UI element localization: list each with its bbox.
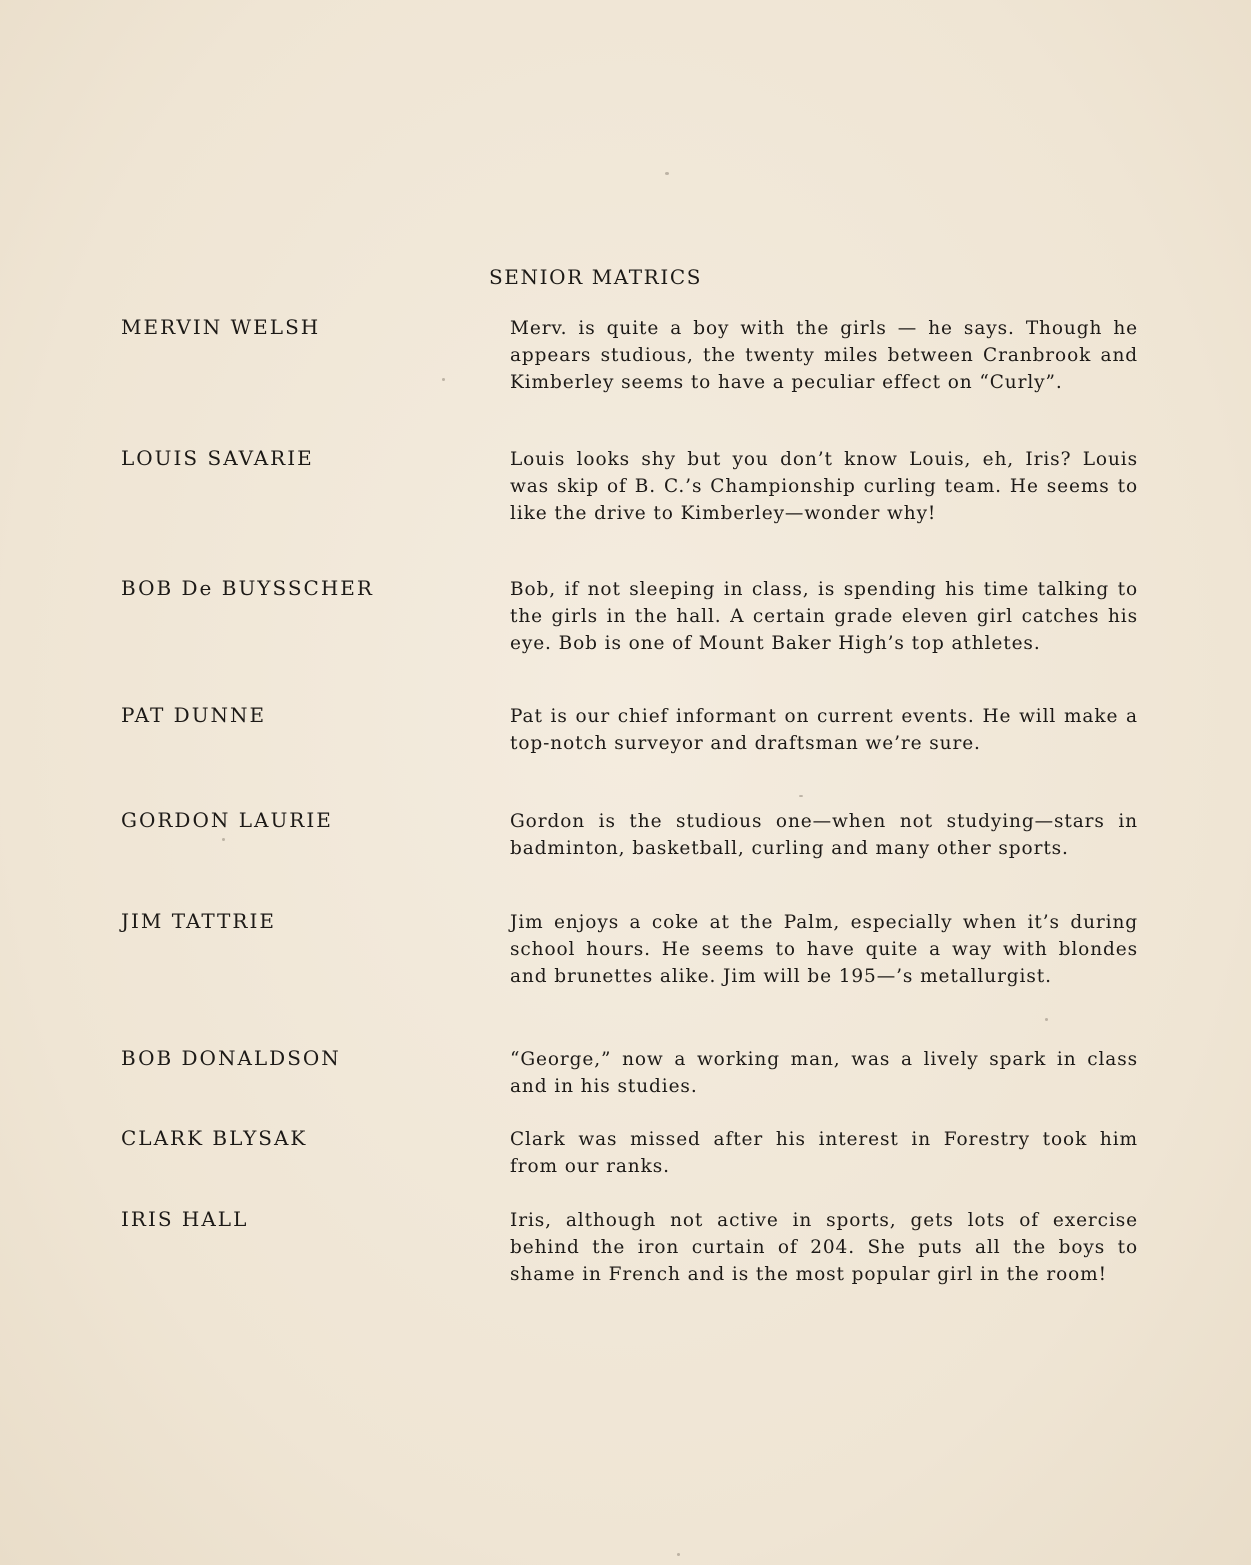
student-description: Bob, if not sleeping in class, is spending his time talking to the girls in the hall. A certain grade eleven girl catches his eye. Bob is one of Mount Baker High’s top athletes. bbox=[510, 579, 1138, 654]
student-name: BOB DONALDSON bbox=[121, 1046, 341, 1070]
student-description: “George,” now a working man, was a lively spark in class and in his studies. bbox=[510, 1049, 1138, 1097]
paper-speck bbox=[677, 1553, 680, 1556]
student-name: CLARK BLYSAK bbox=[121, 1126, 308, 1150]
paper-speck bbox=[799, 795, 803, 797]
paper-speck bbox=[665, 172, 669, 175]
student-description: Louis looks shy but you don’t know Louis, eh, Iris? Louis was skip of B. C.’s Championship curling team. He seems to like the drive to Kimberley—wonder why! bbox=[510, 449, 1138, 524]
student-description: Clark was missed after his interest in Forestry took him from our ranks. bbox=[510, 1129, 1138, 1177]
student-name: JIM TATTRIE bbox=[121, 909, 276, 933]
student-name: BOB De BUYSSCHER bbox=[121, 576, 374, 600]
student-name: IRIS HALL bbox=[121, 1207, 249, 1231]
student-description: Gordon is the studious one—when not studying—stars in badminton, basketball, curling and many other sports. bbox=[510, 811, 1138, 859]
student-name: PAT DUNNE bbox=[121, 703, 267, 727]
student-name: MERVIN WELSH bbox=[121, 315, 321, 339]
student-description: Jim enjoys a coke at the Palm, especially when it’s during school hours. He seems to have quite a way with blondes and brunettes alike. Jim will be 195—’s metallurgist. bbox=[510, 912, 1138, 987]
page-title: SENIOR MATRICS bbox=[489, 265, 703, 289]
student-name: LOUIS SAVARIE bbox=[121, 446, 314, 470]
student-name: GORDON LAURIE bbox=[121, 808, 333, 832]
paper-speck bbox=[442, 378, 445, 381]
paper-speck bbox=[1045, 1018, 1048, 1021]
student-description: Iris, although not active in sports, gets lots of exercise behind the iron curtain of 204. She puts all the boys to shame in French and is the most popular girl in the room! bbox=[510, 1210, 1138, 1285]
student-description: Merv. is quite a boy with the girls — he says. Though he appears studious, the twenty miles between Cranbrook and Kimberley seems to have a peculiar effect on “Curly”. bbox=[510, 318, 1138, 393]
paper-speck bbox=[222, 838, 225, 841]
student-description: Pat is our chief informant on current events. He will make a top-notch surveyor and draftsman we’re sure. bbox=[510, 706, 1138, 754]
